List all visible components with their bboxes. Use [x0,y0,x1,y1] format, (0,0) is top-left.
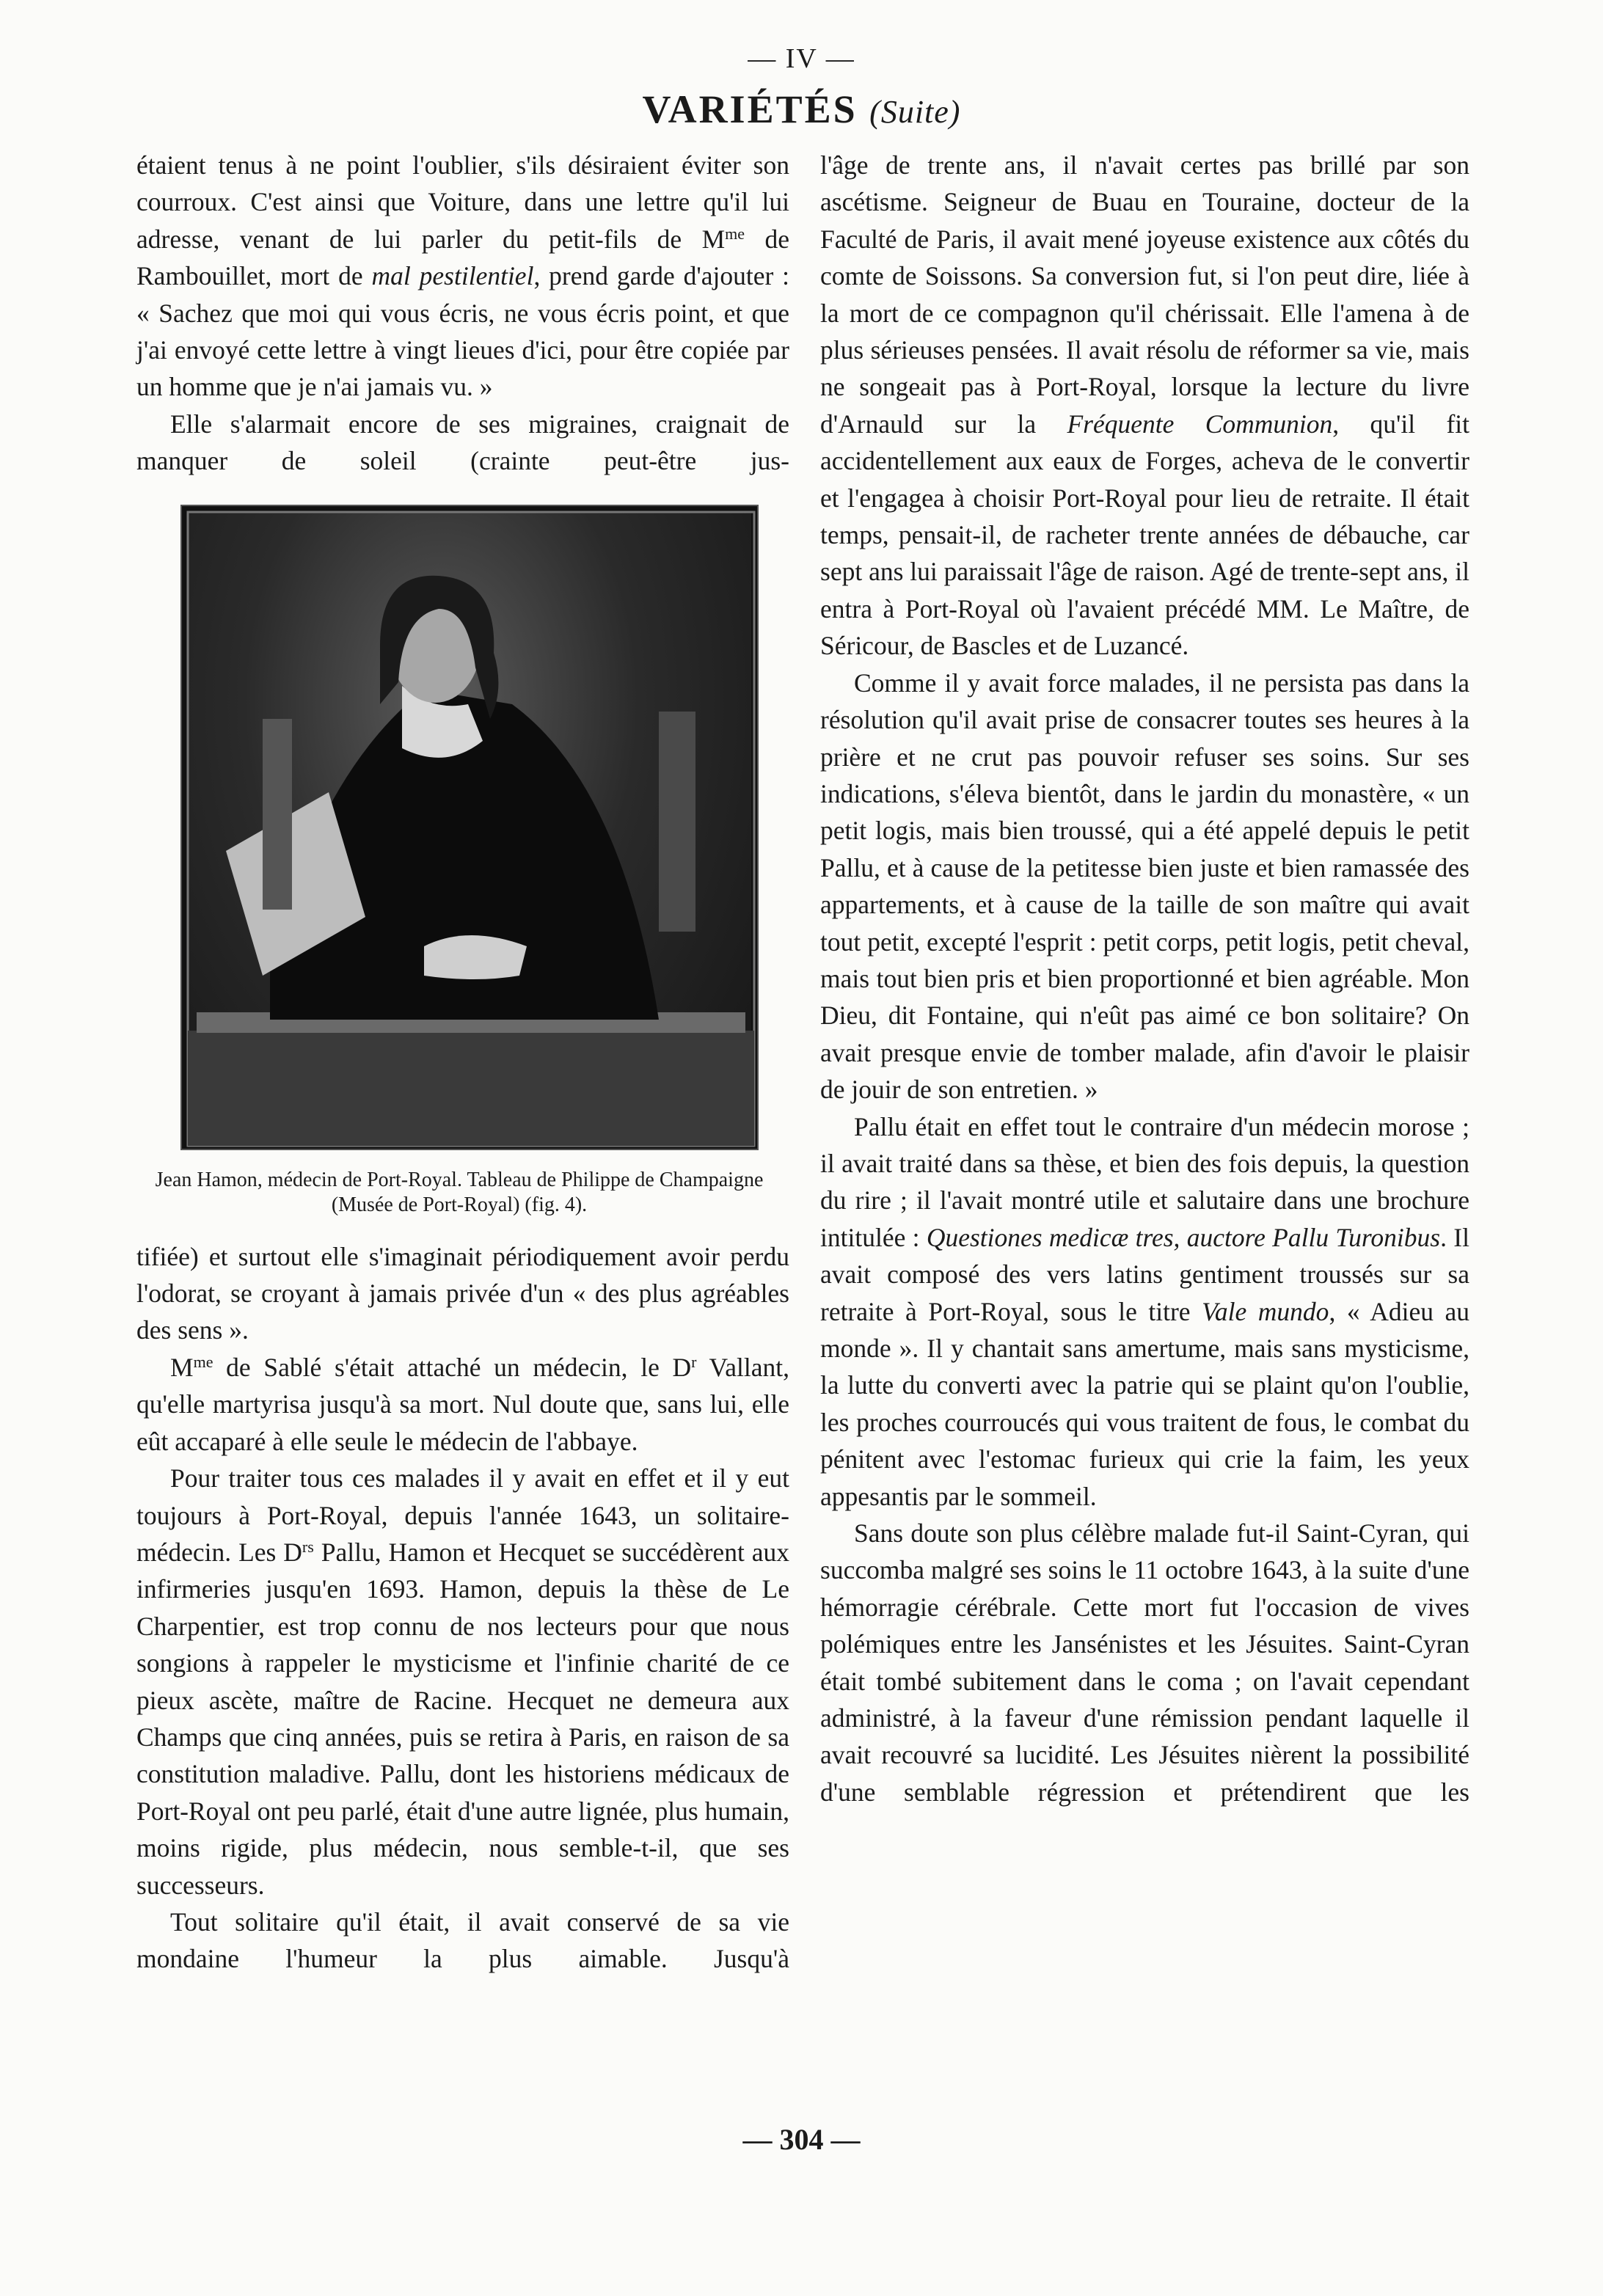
title-main: VARIÉTÉS [642,87,858,131]
paragraph: tifiée) et surtout elle s'imaginait périodiquement avoir perdu l'odorat, se croyant à jamais privée d'un « des plus agréables des sens ». [136,1241,789,1345]
paragraph: $M^{me}$ de Sablé s'était attaché un médecin, le $D^r$ Vallant, qu'elle martyrisa jusqu'à sa mort. Nul doute que, sans lui, elle eût accaparé à elle seule le médecin de l'abbaye. [136,1352,789,1456]
paragraph: Elle s'alarmait encore de ses migraines, craignait de manquer de soleil (crainte peut-être jus- [136,409,789,476]
left-column [136,147,789,1978]
title-suffix: (Suite) [869,94,961,130]
page-title [0,87,1603,132]
portrait-image [180,505,759,1150]
paragraph: Pour traiter tous ces malades il y avait en effet et il y eut toujours à Port-Royal, depuis l'année 1643, un solitaire-médecin. Les $D^{rs}$ Pallu, Hamon et Hecquet se succédèrent aux infirmeries jusqu'en 1693. Hamon, depuis la thèse de Le Charpentier, est trop connu de nos lecteurs pour que nous songions à rappeler le mysticisme et l'infinie charité de ce pieux ascète, maître de Racine. Hecquet ne demeura aux Champs que cinq années, puis se retira à Paris, en raison de sa constitution maladive. Pallu, dont les historiens médicaux de Port-Royal ont peu parlé, était d'une autre lignée, plus humain, moins rigide, plus médecin, nous semble-t-il, que ses successeurs. [136,1463,790,1900]
right-column [820,147,1469,1810]
paragraph: l'âge de trente ans, il n'avait certes pas brillé par son ascétisme. Seigneur de Buau en Touraine, docteur de la Faculté de Paris, il avait mené joyeuse existence aux côtés du comte de Soissons. Sa conversion fut, si l'on peut dire, liée à la mort de ce compagnon qu'il chérissait. Elle l'amena à de plus sérieuses pensées. Il avait résolu de réformer sa vie, mais ne songeait pas à Port-Royal, lorsque la lecture du livre d'Arnauld sur la Fréquente Communion, qu'il fit accidentellement aux eaux de Forges, acheva de le convertir et l'engagea à choisir Port-Royal pour lieu de retraite. Il était temps, pensait-il, de racheter trente années de débauche, car sept ans lui paraissait l'âge de raison. Agé de trente-sept ans, il entra à Port-Royal où l'avaient précédé MM. Le Maître, de Séricour, de Bascles et de Luzancé. [820,150,1470,661]
page-number: — 304 — [742,2123,861,2156]
paragraph: étaient tenus à ne point l'oublier, s'ils désiraient éviter son courroux. C'est ainsi que Voiture, dans une lettre qu'il lui adresse, venant de lui parler du petit-fils de $M^{me}$ de Rambouillet, mort de mal pestilentiel, prend garde d'ajouter : « Sachez que moi qui vous écris, ne vous écris point, et que j'ai envoyé cette lettre à vingt lieues d'ici, pour être copiée par un homme que je n'ai jamais vu. » [136,150,790,402]
header-folio: — IV — [748,43,855,74]
paragraph: Sans doute son plus célèbre malade fut-il Saint-Cyran, qui succomba malgré ses soins le 11 octobre 1643, à la suite d'une hémorragie cérébrale. Cette mort fut l'occasion de vives polémiques entre les Jansénistes et les Jésuites. Saint-Cyran était tombé subitement dans le coma ; on l'avait cependant administré, à la faveur d'une rémission pendant laquelle il avait recouvré sa lucidité. Les Jésuites nièrent la possibilité d'une semblable régression et prétendirent que les [820,1518,1469,1807]
figure-caption: Jean Hamon, médecin de Port-Royal. Tableau de Philippe de Champaigne (Musée de Port-Royal) (fig. 4). [155,1168,764,1216]
paragraph: Tout solitaire qu'il était, il avait conservé de sa vie mondaine l'humeur la plus aimable. Jusqu'à [136,1906,789,1974]
paragraph: Comme il y avait force malades, il ne persista pas dans la résolution qu'il avait prise de consacrer toutes ses heures à la prière et ne crut pas pouvoir refuser ses soins. Sur ses indications, s'éleva bientôt, dans le jardin du monastère, « un petit logis, mais bien troussé, qui a été appelé depuis le petit Pallu, et à cause de la petitesse bien juste et bien ramassée des appartements, et à cause de la taille de son maître qui avait tout petit, excepté l'esprit : petit corps, petit logis, petit cheval, mais tout bien pris et bien proportionné et bien agréable. Mon Dieu, dit Fontaine, qui n'eût pas aimé ce bon solitaire? On avait presque envie de tomber malade, afin d'avoir le plaisir de jouir de son entretien. » [820,668,1469,1105]
figure [136,505,789,1218]
paragraph: Pallu était en effet tout le contraire d'un médecin morose ; il avait traité dans sa thèse, et bien des fois depuis, la question du rire ; il l'avait montré utile et salutaire dans une brochure intitulée : Questiones medicæ tres, auctore Pallu Turonibus. Il avait composé des vers latins gentiment troussés sur sa retraite à Port-Royal, sous le titre Vale mundo, « Adieu au monde ». Il y chantait sans amertume, mais sans mysticisme, la lutte du converti avec la patrie qui se plaint qu'on l'oublie, les proches courroucés qui vous traitent de fous, le combat du pénitent avec l'estomac furieux qui crie la faim, les yeux appesantis par le sommeil. [820,1111,1469,1511]
